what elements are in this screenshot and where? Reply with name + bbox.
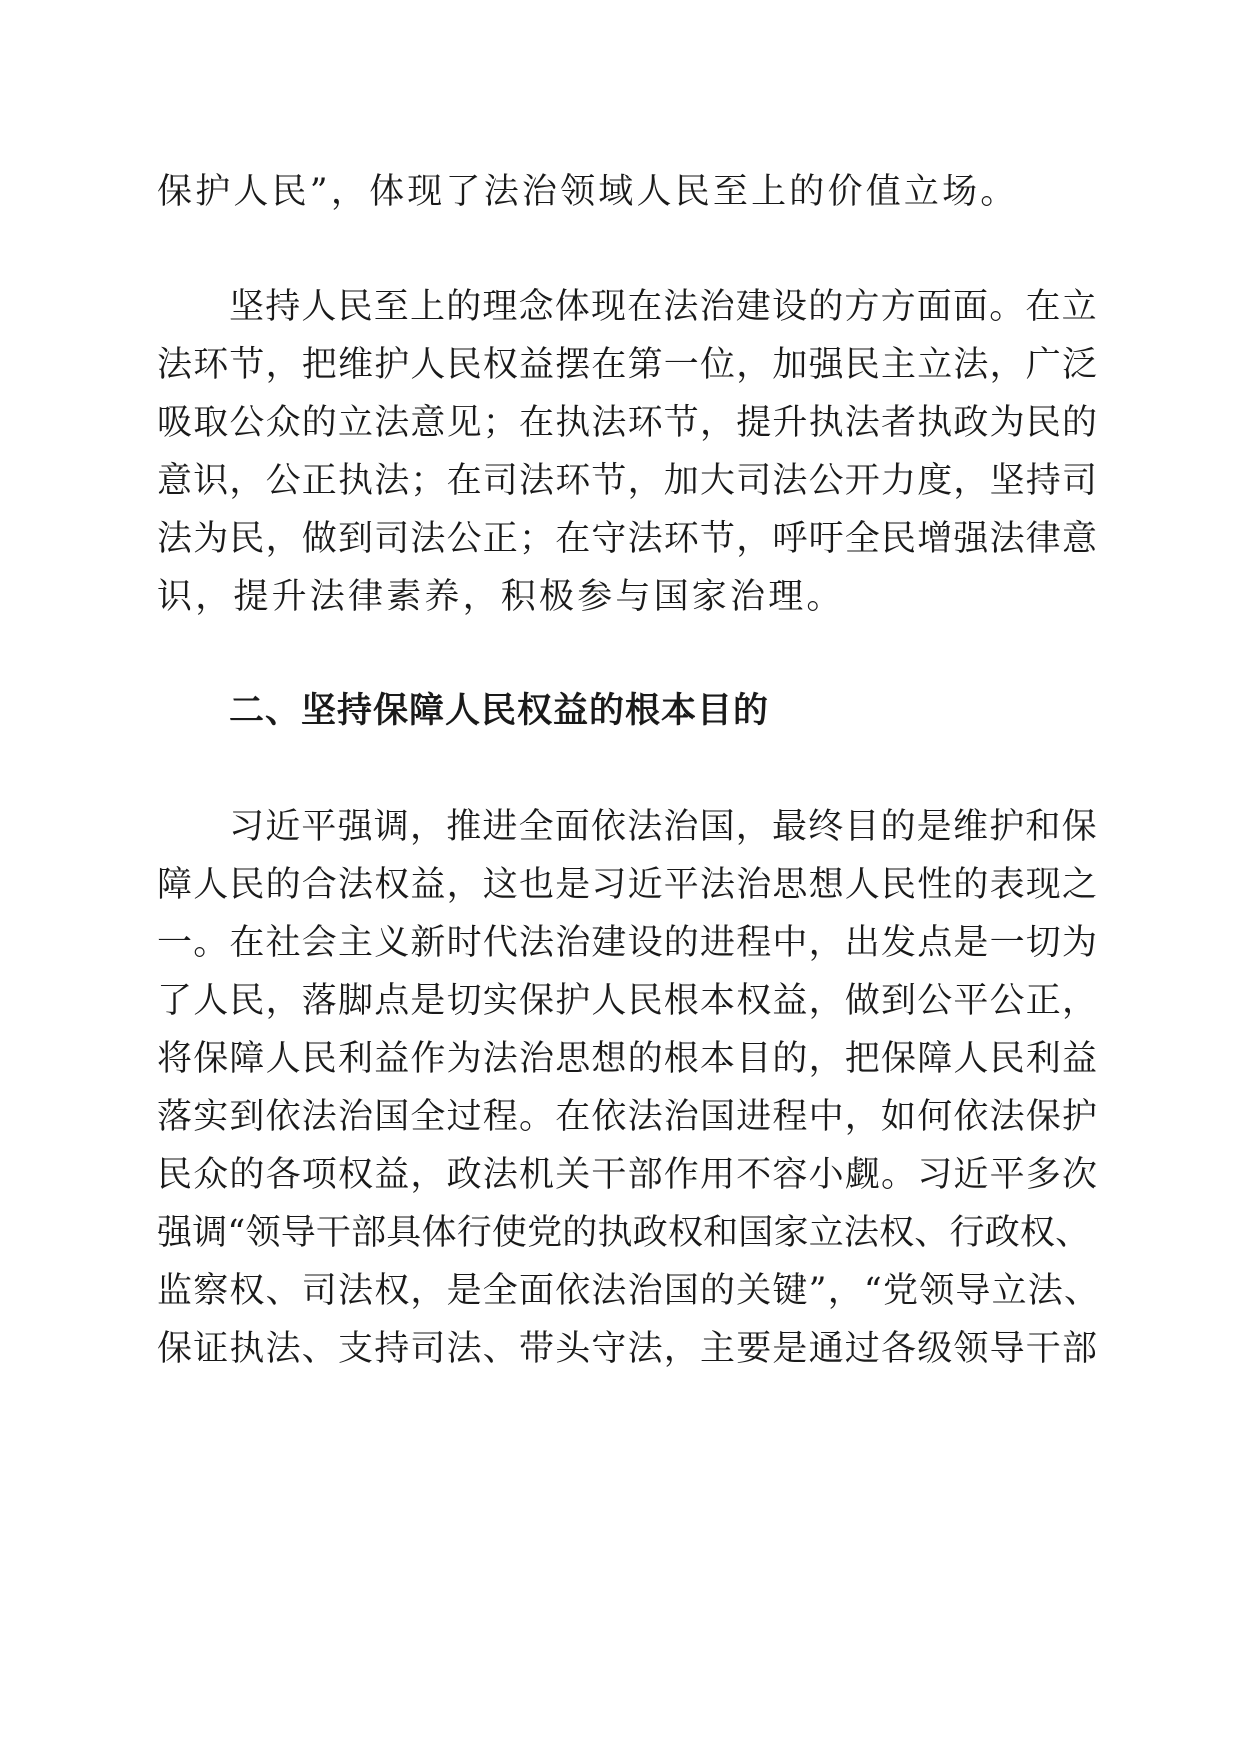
paragraph-2-line-2: 法环节，把维护人民权益摆在第一位，加强民主立法，广泛 bbox=[157, 345, 1099, 385]
paragraph-3-line-4: 了人民，落脚点是切实保护人民根本权益，做到公平公正， bbox=[157, 981, 1099, 1021]
paragraph-2-line-3: 吸取公众的立法意见；在执法环节，提升执法者执政为民的 bbox=[157, 403, 1099, 443]
paragraph-3-line-8: 强调“领导干部具体行使党的执政权和国家立法权、行政权、 bbox=[157, 1213, 1091, 1253]
paragraph-3-line-5: 将保障人民利益作为法治思想的根本目的，把保障人民利益 bbox=[157, 1039, 1099, 1079]
section-heading: 二、坚持保障人民权益的根本目的 bbox=[229, 691, 770, 731]
paragraph-2-line-4: 意识，公正执法；在司法环节，加大司法公开力度，坚持司 bbox=[157, 461, 1099, 501]
paragraph-3-line-3: 一。在社会主义新时代法治建设的进程中，出发点是一切为 bbox=[157, 923, 1099, 963]
paragraph-3-line-1: 习近平强调，推进全面依法治国，最终目的是维护和保 bbox=[229, 807, 1098, 847]
paragraph-1-line-1: 保护人民”，体现了法治领域人民至上的价值立场。 bbox=[157, 172, 1019, 212]
paragraph-2-line-5: 法为民，做到司法公正；在守法环节，呼吁全民增强法律意 bbox=[157, 519, 1099, 559]
paragraph-3-line-9: 监察权、司法权，是全面依法治国的关键”，“党领导立法、 bbox=[157, 1271, 1101, 1311]
paragraph-2-line-1: 坚持人民至上的理念体现在法治建设的方方面面。在立 bbox=[229, 287, 1098, 327]
paragraph-3-line-7: 民众的各项权益，政法机关干部作用不容小觑。习近平多次 bbox=[157, 1155, 1099, 1195]
paragraph-3-line-2: 障人民的合法权益，这也是习近平法治思想人民性的表现之 bbox=[157, 865, 1099, 905]
paragraph-2-line-6: 识，提升法律素养，积极参与国家治理。 bbox=[157, 577, 845, 617]
paragraph-3-line-6: 落实到依法治国全过程。在依法治国进程中，如何依法保护 bbox=[157, 1097, 1099, 1137]
paragraph-3-line-10: 保证执法、支持司法、带头守法，主要是通过各级领导干部 bbox=[157, 1329, 1099, 1369]
